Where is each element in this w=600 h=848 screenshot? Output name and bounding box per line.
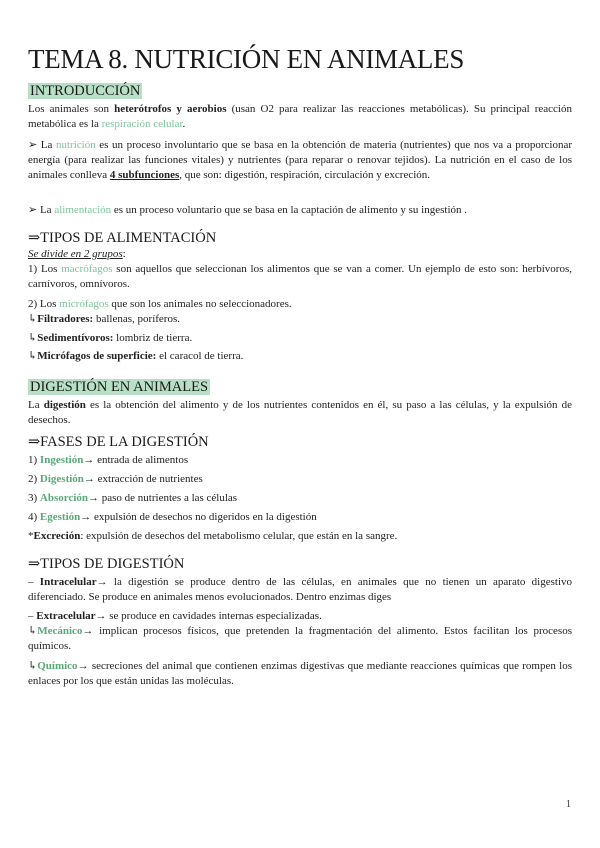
- section-heading-introduccion: INTRODUCCIÓN: [30, 83, 141, 99]
- intro-paragraph-1: Los animales son heterótrofos y aerobios (usan O2 para realizar las reacciones metabólicas). Su principal reacción metabólica es la respiración celular.: [28, 103, 572, 130]
- microfagos-sub-superficie: ↳Micrófagos de superficie: el caracol de tierra.: [28, 350, 244, 362]
- microfagos-sub-sedimentivoros: ↳Sedimentívoros: lombriz de tierra.: [28, 332, 193, 344]
- alimentacion-item-macrofagos: 1) Los macrófagos son aquellos que seleccionan los alimentos que se van a comer. Un ejemplo de esto son: herbívoros, carnívoros, omnívoros.: [28, 263, 572, 290]
- digestion-tipo-extracelular: – Extracelular→ se produce en cavidades internas especializadas.: [28, 610, 322, 622]
- section-heading-tipos-alimentacion: ⇒TIPOS DE ALIMENTACIÓN: [28, 230, 217, 246]
- digestion-paragraph: La digestión es la obtención del alimento y de los nutrientes contenidos en él, su paso a las células, y la expulsión de desechos.: [28, 399, 572, 426]
- fase-digestion: 2) Digestión→ extracción de nutrientes: [28, 473, 203, 485]
- fase-excrecion: *Excreción: expulsión de desechos del metabolismo celular, que están en la sangre.: [28, 530, 398, 542]
- page-title: TEMA 8. NUTRICIÓN EN ANIMALES: [28, 44, 465, 74]
- digestion-tipo-intracelular: – Intracelular→ la digestión se produce dentro de las células, en animales que no tienen un aparato digestivo diferenciado. Se produce en animales menos evolucionados. Dentro enzimas diges: [28, 576, 573, 603]
- alimentacion-item-microfagos: 2) Los micrófagos que son los animales no seleccionadores.: [28, 298, 292, 310]
- section-heading-fases: ⇒FASES DE LA DIGESTIÓN: [28, 434, 209, 450]
- intro-paragraph-3: ➢ La alimentación es un proceso voluntario que se basa en la captación de alimento y su ingestión .: [28, 204, 468, 216]
- intro-paragraph-2: ➢ La nutrición es un proceso involuntario que se basa en la obtención de materia (nutrientes) que nos va a proporcionar energía (para realizar las funciones vitales) y nutrientes (para reparar o renovar tejidos). La nutrición en el caso de los animales conlleva 4 subfunciones, que son: digestión, respiración, circulación y excreción.: [28, 139, 572, 181]
- fase-egestion: 4) Egestión→ expulsión de desechos no digeridos en la digestión: [28, 511, 317, 523]
- extracelular-sub-mecanico: ↳Mecánico→ implican procesos físicos, que pretenden la fragmentación del alimento. Estos facilitan los procesos químicos.: [28, 625, 572, 652]
- fase-ingestion: 1) Ingestión→ entrada de alimentos: [28, 454, 189, 466]
- section-heading-tipos-digestion: ⇒TIPOS DE DIGESTIÓN: [28, 556, 185, 572]
- fase-absorcion: 3) Absorción→ paso de nutrientes a las células: [28, 492, 238, 504]
- tipos-alimentacion-intro: Se divide en 2 grupos:: [28, 248, 126, 260]
- microfagos-sub-filtradores: ↳Filtradores: ballenas, poríferos.: [28, 313, 180, 325]
- page-number: 1: [566, 799, 571, 810]
- section-heading-digestion: DIGESTIÓN EN ANIMALES: [30, 379, 209, 395]
- extracelular-sub-quimico: ↳Químico→ secreciones del animal que contienen enzimas digestivas que mediante reacciones químicas que rompen los enlaces por los que están unidas las moléculas.: [28, 660, 572, 687]
